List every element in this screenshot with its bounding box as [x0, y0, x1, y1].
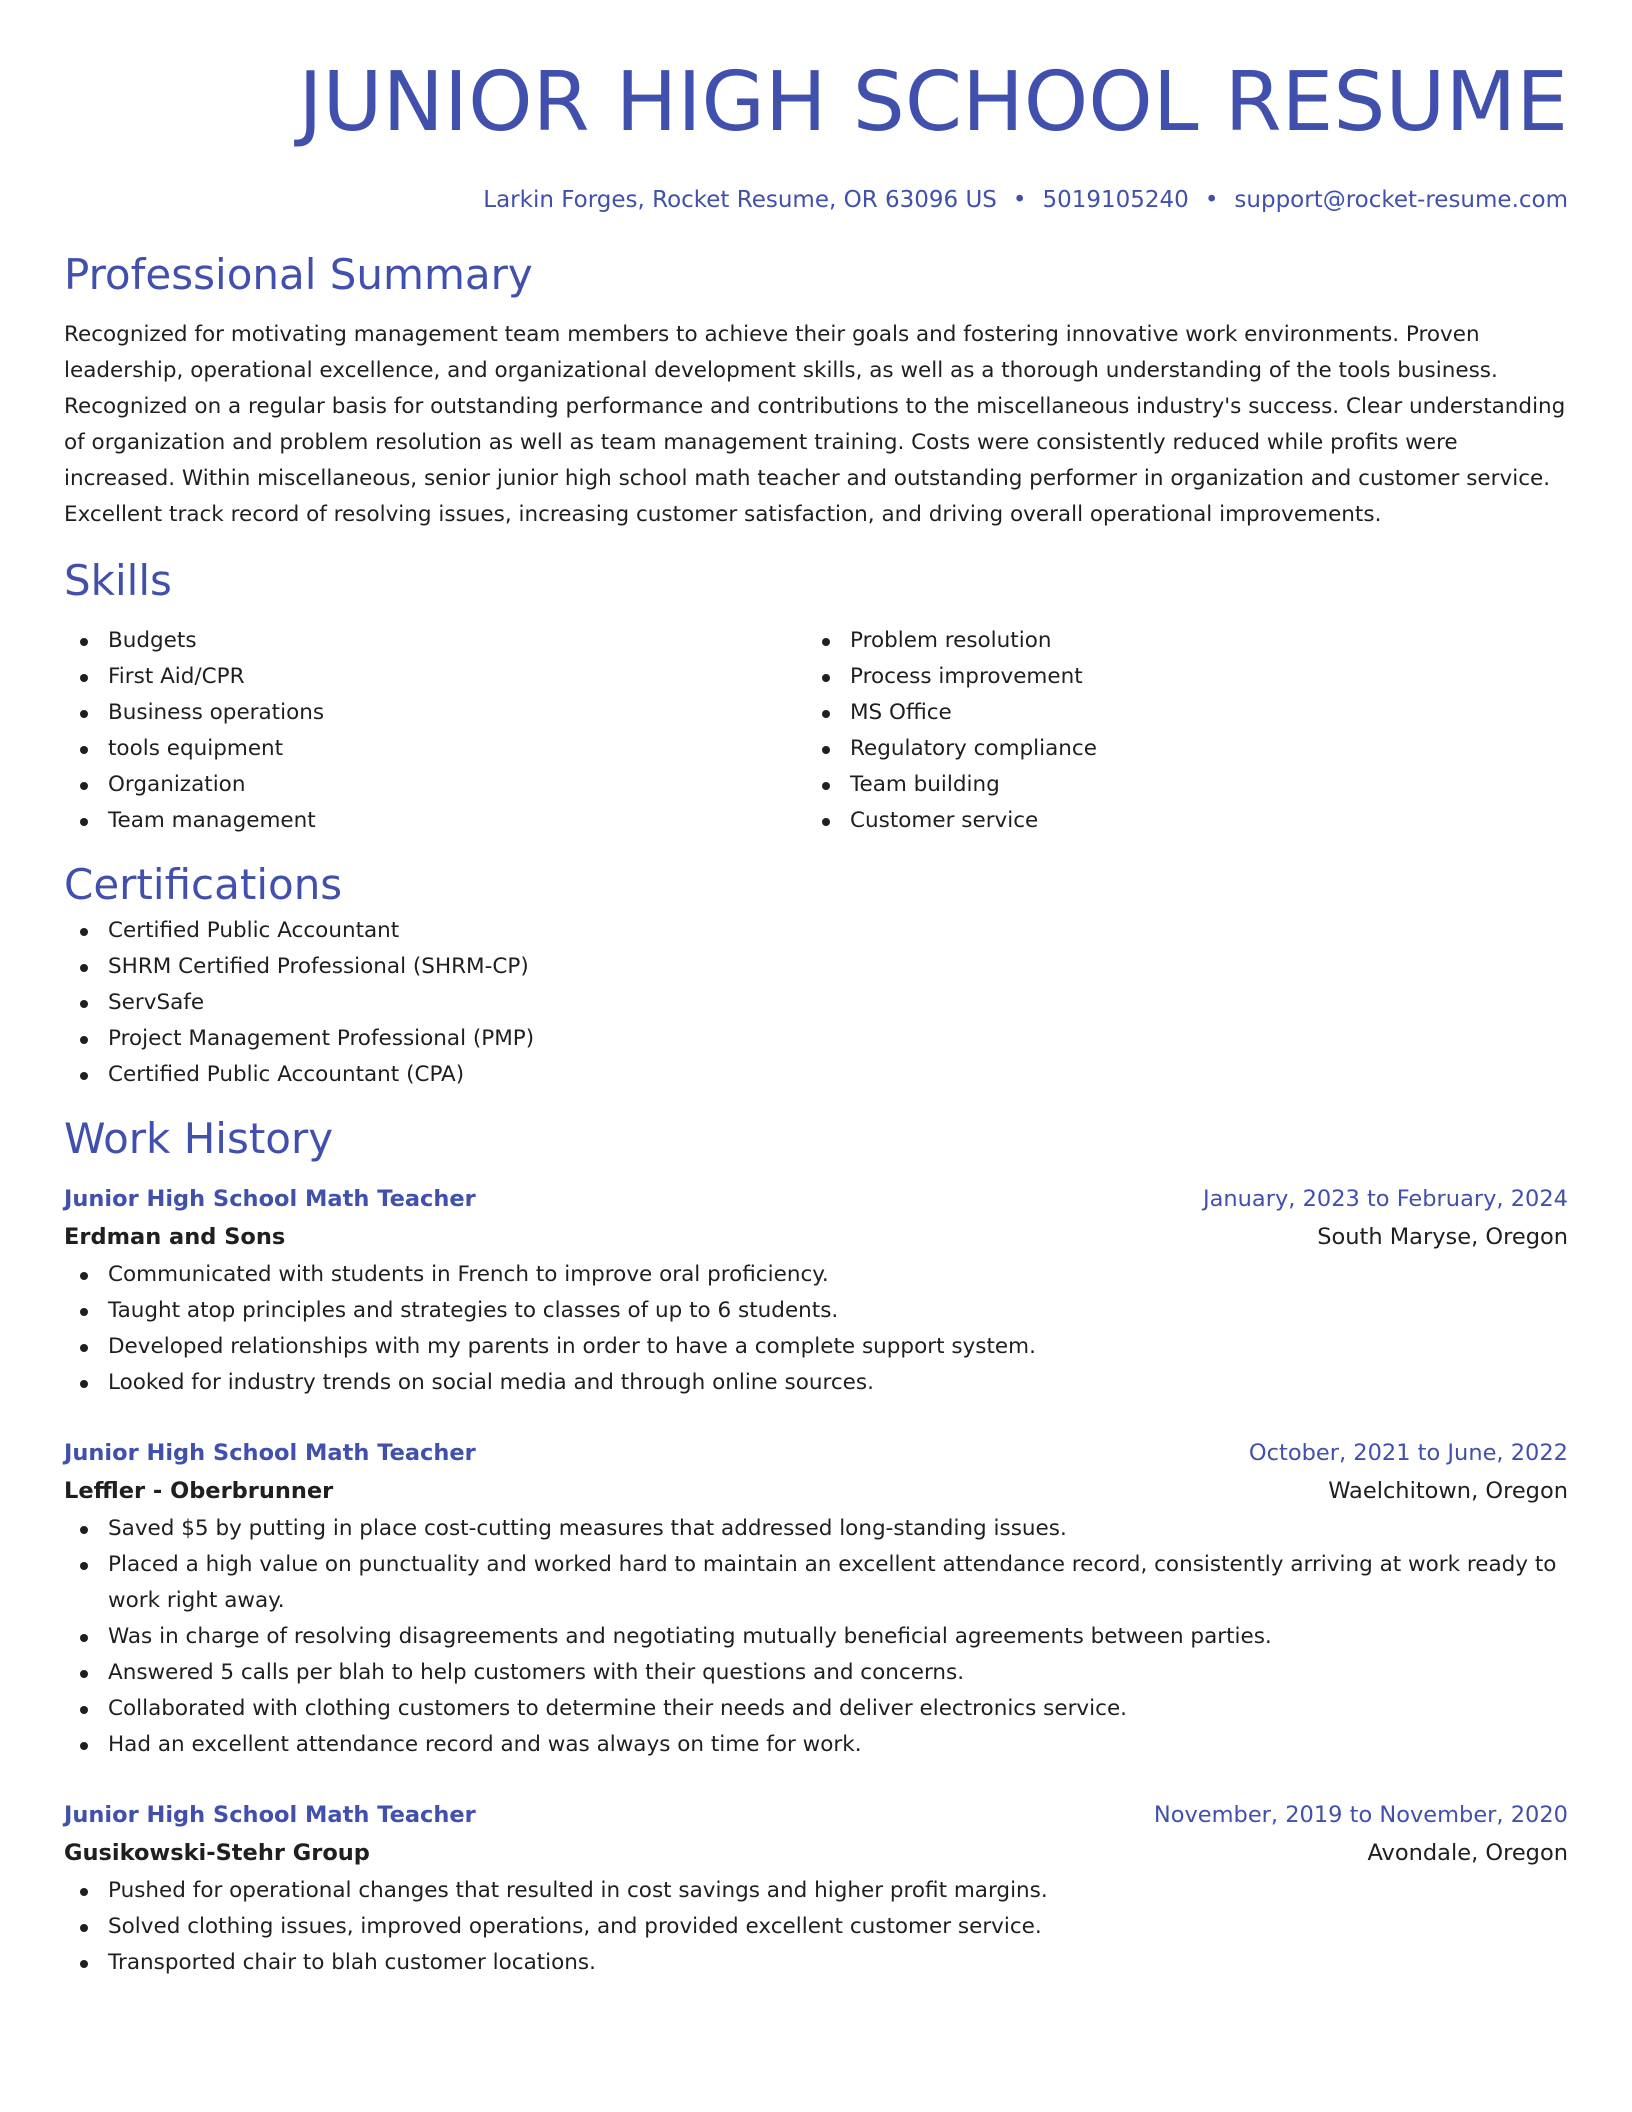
job-duty-item: Looked for industry trends on social media and through online sources.	[64, 1365, 1568, 1401]
job-header-row	[64, 1181, 1568, 1217]
bullet-icon	[822, 710, 830, 718]
skills-list-left	[64, 623, 806, 839]
skill-item: tools equipment	[64, 731, 806, 767]
job-company-row	[64, 1833, 1568, 1873]
job-duty-item: Saved $5 by putting in place cost-cutting measures that addressed long-standing issues.	[64, 1511, 1568, 1547]
certification-item: ServSafe	[64, 985, 1568, 1021]
certification-item: SHRM Certified Professional (SHRM-CP)	[64, 949, 1568, 985]
contact-line	[64, 185, 1568, 215]
skill-item: Budgets	[64, 623, 806, 659]
skill-item: Problem resolution	[806, 623, 1548, 659]
bullet-icon	[80, 1380, 88, 1388]
skill-item: MS Office	[806, 695, 1548, 731]
contact-separator: •	[1012, 187, 1027, 213]
bullet-icon	[80, 1960, 88, 1968]
skills-column-left	[64, 623, 806, 839]
skill-item: Process improvement	[806, 659, 1548, 695]
bullet-icon	[80, 818, 88, 826]
skill-item: Team management	[64, 803, 806, 839]
job-company: Leffler - Oberbrunner	[64, 1478, 334, 1504]
job-company: Gusikowski-Stehr Group	[64, 1840, 370, 1866]
contact-phone: 5019105240	[1042, 187, 1189, 213]
job-company-row	[64, 1217, 1568, 1257]
bullet-icon	[80, 638, 88, 646]
job-location: South Maryse, Oregon	[1317, 1224, 1568, 1250]
job-duty-item: Taught atop principles and strategies to classes of up to 6 students.	[64, 1293, 1568, 1329]
job-duty-item: Collaborated with clothing customers to determine their needs and deliver electronics service.	[64, 1691, 1568, 1727]
bullet-icon	[80, 746, 88, 754]
job-location: Waelchitown, Oregon	[1328, 1478, 1568, 1504]
job-dates: January, 2023 to February, 2024	[1202, 1186, 1568, 1212]
bullet-icon	[80, 1888, 88, 1896]
skills-grid	[64, 623, 1568, 839]
bullet-icon	[822, 818, 830, 826]
job-duty-item: Had an excellent attendance record and was always on time for work.	[64, 1727, 1568, 1763]
bullet-icon	[80, 1526, 88, 1534]
work-history-heading: Work History	[64, 1114, 334, 1163]
bullet-icon	[80, 964, 88, 972]
bullet-icon	[80, 1308, 88, 1316]
certifications-heading: Certifications	[64, 860, 343, 909]
job-title: Junior High School Math Teacher	[64, 1186, 476, 1212]
bullet-icon	[80, 1344, 88, 1352]
skill-item: Regulatory compliance	[806, 731, 1548, 767]
bullet-icon	[80, 782, 88, 790]
bullet-icon	[80, 674, 88, 682]
job-duty-item: Communicated with students in French to improve oral proficiency.	[64, 1257, 1568, 1293]
contact-separator: •	[1204, 187, 1219, 213]
bullet-icon	[822, 638, 830, 646]
bullet-icon	[80, 1072, 88, 1080]
bullet-icon	[80, 1706, 88, 1714]
bullet-icon	[80, 1634, 88, 1642]
summary-text: Recognized for motivating management team members to achieve their goals and fostering innovative work environments. Proven leadership, operational excellence, and organizational development skills, as well as a thorough understanding of the tools business. Recognized on a regular basis for outstanding performance and contributions to the miscellaneous industry's success. Clear understanding of organization and problem resolution as well as team management training. Costs were consistently reduced while profits were increased. Within miscellaneous, senior junior high school math teacher and outstanding performer in organization and customer service. Excellent track record of resolving issues, increasing customer satisfaction, and driving overall operational improvements.	[64, 322, 1566, 527]
bullet-icon	[80, 1924, 88, 1932]
bullet-icon	[80, 1036, 88, 1044]
bullet-icon	[822, 746, 830, 754]
skills-heading: Skills	[64, 556, 172, 605]
certification-item: Certified Public Accountant (CPA)	[64, 1057, 1568, 1093]
job-title: Junior High School Math Teacher	[64, 1440, 476, 1466]
resume-title: JUNIOR HIGH SCHOOL RESUME	[298, 55, 1568, 150]
bullet-icon	[822, 782, 830, 790]
skill-item: Customer service	[806, 803, 1548, 839]
job-dates: November, 2019 to November, 2020	[1153, 1802, 1568, 1828]
bullet-icon	[822, 674, 830, 682]
bullet-icon	[80, 1742, 88, 1750]
job-duty-item: Placed a high value on punctuality and worked hard to maintain an excellent attendance record, consistently arriving at work ready to work right away.	[64, 1547, 1568, 1619]
skill-item: Organization	[64, 767, 806, 803]
skills-list-right	[806, 623, 1548, 839]
bullet-icon	[80, 928, 88, 936]
job-entry	[64, 1181, 1568, 1401]
skill-item: Team building	[806, 767, 1548, 803]
certification-item: Project Management Professional (PMP)	[64, 1021, 1568, 1057]
job-duties-list	[64, 1511, 1568, 1763]
job-duty-item: Transported chair to blah customer locations.	[64, 1945, 1568, 1981]
bullet-icon	[80, 1000, 88, 1008]
bullet-icon	[80, 1272, 88, 1280]
bullet-icon	[80, 1562, 88, 1570]
bullet-icon	[80, 710, 88, 718]
job-duty-item: Was in charge of resolving disagreements and negotiating mutually beneficial agreements between parties.	[64, 1619, 1568, 1655]
job-header-row	[64, 1435, 1568, 1471]
contact-email: support@rocket-resume.com	[1234, 187, 1568, 213]
job-duty-item: Answered 5 calls per blah to help customers with their questions and concerns.	[64, 1655, 1568, 1691]
job-header-row	[64, 1797, 1568, 1833]
skill-item: Business operations	[64, 695, 806, 731]
skill-item: First Aid/CPR	[64, 659, 806, 695]
job-duties-list	[64, 1873, 1568, 1981]
job-title: Junior High School Math Teacher	[64, 1802, 476, 1828]
job-duties-list	[64, 1257, 1568, 1401]
skills-column-right	[806, 623, 1548, 839]
summary-heading: Professional Summary	[64, 250, 533, 299]
job-duty-item: Solved clothing issues, improved operations, and provided excellent customer service.	[64, 1909, 1568, 1945]
job-duty-item: Pushed for operational changes that resulted in cost savings and higher profit margins.	[64, 1873, 1568, 1909]
job-company-row	[64, 1471, 1568, 1511]
bullet-icon	[80, 1670, 88, 1678]
job-entry	[64, 1797, 1568, 1981]
job-duty-item: Developed relationships with my parents in order to have a complete support system.	[64, 1329, 1568, 1365]
certification-item: Certified Public Accountant	[64, 913, 1568, 949]
contact-address: Larkin Forges, Rocket Resume, OR 63096 US	[483, 187, 997, 213]
resume-page	[64, 0, 1568, 1981]
job-location: Avondale, Oregon	[1367, 1840, 1568, 1866]
job-company: Erdman and Sons	[64, 1224, 286, 1250]
certifications-list	[64, 913, 1568, 1093]
job-dates: October, 2021 to June, 2022	[1248, 1440, 1568, 1466]
job-entry	[64, 1435, 1568, 1763]
